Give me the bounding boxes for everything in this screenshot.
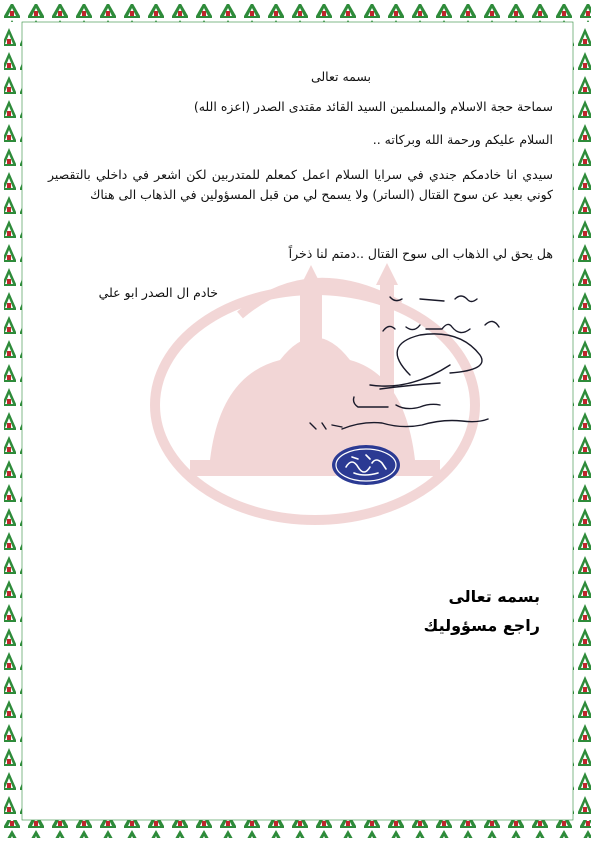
- addressee-line: سماحة حجة الاسلام والمسلمين السيد القائد مقتدى الصدر (اعزه الله): [193, 99, 553, 114]
- body-paragraph: سيدي انا خادمكم جندي في سرايا السلام اعمل كمعلم للمتدربين لكن اشعر في داخلي بالتقصير كوني بعيد عن سوح القتال (الساتر) ولا يسمح لي من قبل المسؤولين في الذهاب الى هناك: [48, 167, 553, 202]
- sender-signature: خادم ال الصدر ابو علي: [98, 285, 218, 300]
- office-seal-stamp: [330, 443, 402, 487]
- greeting-line: السلام عليكم ورحمة الله وبركاته ..: [372, 132, 553, 147]
- question-line: هل يحق لي الذهاب الى سوح القتال ..دمتم لنا ذخراً: [288, 246, 553, 261]
- reply-basmala: بسمه تعالى: [448, 587, 540, 606]
- reply-instruction: راجع مسؤوليك: [423, 616, 540, 635]
- basmala: بسمه تعالى: [310, 69, 372, 84]
- handwritten-annotation: [270, 285, 510, 455]
